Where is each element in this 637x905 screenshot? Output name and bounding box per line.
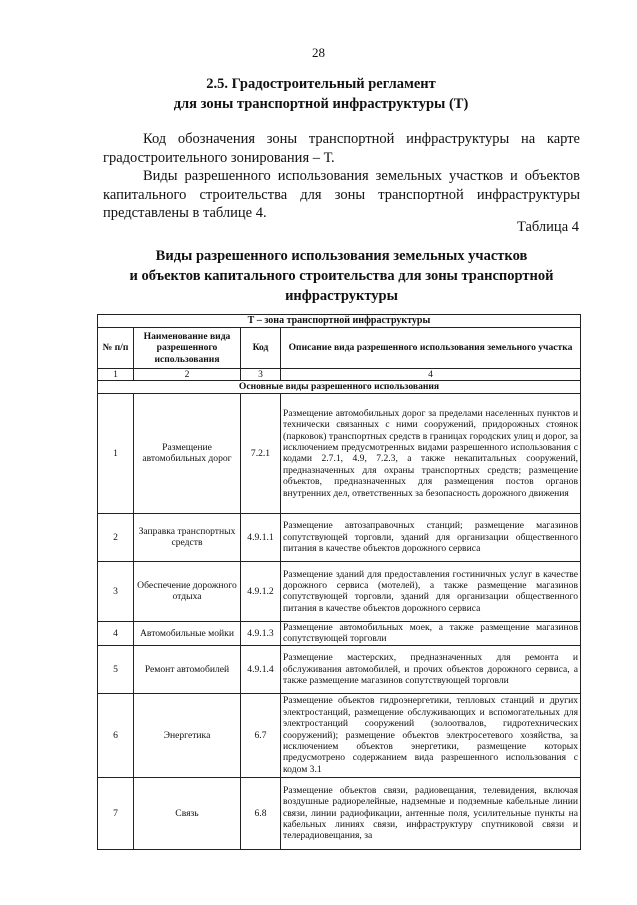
group-title: Основные виды разрешенного использования (98, 381, 581, 393)
row-name: Размещение автомобильных дорог (134, 393, 241, 513)
row-code: 4.9.1.4 (241, 645, 281, 693)
column-number: 1 (98, 369, 134, 381)
row-description: Размещение зданий для предоставления гостиничных услуг в качестве дорожного сервиса (мотелей), а также размещение магазинов сопутствующей торговли, зданий для организации общественного питания в качестве объектов дорожного сервиса (281, 561, 581, 621)
section-title-line-2: для зоны транспортной инфраструктуры (Т) (173, 96, 469, 112)
table-row (98, 561, 581, 621)
table-row (98, 777, 581, 849)
table-label: Таблица 4 (516, 219, 579, 235)
row-code: 7.2.1 (241, 393, 281, 513)
body-text (103, 130, 580, 223)
row-description: Размещение объектов связи, радиовещания, телевидения, включая воздушные радиорелейные, надземные и подземные кабельные линии связи, линии радиофикации, антенные поля, усилительные пункты на кабельных линиях связи, инфраструктуру спутниковой связи и телерадиовещания, за (281, 777, 581, 849)
row-number: 1 (98, 393, 134, 513)
regulation-table (97, 314, 581, 850)
row-number: 5 (98, 645, 134, 693)
zone-header-row (98, 315, 581, 328)
table-title (103, 246, 580, 306)
table-row (98, 645, 581, 693)
section-title-line-1: 2.5. Градостроительный регламент (206, 76, 436, 92)
header-code: Код (241, 328, 281, 369)
row-number: 6 (98, 693, 134, 777)
group-row (98, 381, 581, 393)
table-row (98, 693, 581, 777)
row-name: Заправка транспортных средств (134, 513, 241, 561)
row-name: Обеспечение дорожного отдыха (134, 561, 241, 621)
row-name: Ремонт автомобилей (134, 645, 241, 693)
row-name: Связь (134, 777, 241, 849)
row-number: 3 (98, 561, 134, 621)
paragraph-permitted-uses: Виды разрешенного использования земельных участков и объектов капитального строительства для зоны транспортной инфраструктуры представлены в таблице 4. (103, 168, 580, 221)
table-title-line-2: и объектов капитального строительства для зоны транспортной (129, 268, 554, 284)
row-code: 4.9.1.3 (241, 621, 281, 645)
column-number: 4 (281, 369, 581, 381)
row-code: 6.7 (241, 693, 281, 777)
column-number: 2 (134, 369, 241, 381)
table-row (98, 393, 581, 513)
row-code: 4.9.1.2 (241, 561, 281, 621)
table-row (98, 621, 581, 645)
page-number: 28 (312, 45, 325, 60)
table-title-line-1: Виды разрешенного использования земельных участков (155, 248, 528, 264)
row-description: Размещение автомобильных дорог за пределами населенных пунктов и технически связанных с ними сооружений, придорожных стоянок (парковок) транспортных средств в границах городских улиц и дорог, за исключением предусмотренных видами разрешенного использования с кодами 2.7.1, 4.9, 7.2.3, а также некапитальных сооружений, предназначенных для охраны транспортных средств; размещение объектов, предназначенных для размещения постов органов внутренних дел, ответственных за безопасность дорожного движения (281, 393, 581, 513)
column-number-row (98, 369, 581, 381)
row-name: Автомобильные мойки (134, 621, 241, 645)
row-name: Энергетика (134, 693, 241, 777)
column-number: 3 (241, 369, 281, 381)
row-description: Размещение автомобильных моек, а также размещение магазинов сопутствующей торговли (281, 621, 581, 645)
table-row (98, 513, 581, 561)
row-description: Размещение автозаправочных станций; размещение магазинов сопутствующей торговли, зданий для организации общественного питания в качестве объектов дорожного сервиса (281, 513, 581, 561)
row-description: Размещение мастерских, предназначенных для ремонта и обслуживания автомобилей, и прочих объектов дорожного сервиса, а также размещение магазинов сопутствующей торговли (281, 645, 581, 693)
column-header-row (98, 328, 581, 369)
row-number: 7 (98, 777, 134, 849)
paragraph-zone-code: Код обозначения зоны транспортной инфраструктуры на карте градостроительного зонирования – Т. (103, 131, 580, 166)
table-title-line-3: инфраструктуры (285, 288, 398, 304)
section-title (60, 74, 582, 114)
header-name: Наименование вида разрешенного использования (134, 328, 241, 369)
header-description: Описание вида разрешенного использования земельного участка (281, 328, 581, 369)
row-number: 2 (98, 513, 134, 561)
row-description: Размещение объектов гидроэнергетики, тепловых станций и других электростанций, размещение обслуживающих и вспомогательных для электростанций сооружений (золоотвалов, гидротехнических сооружений); размещение объектов электросетевого хозяйства, за исключением объектов энергетики, размещение которых предусмотрено содержанием вида разрешенного использования с кодом 3.1 (281, 693, 581, 777)
row-code: 4.9.1.1 (241, 513, 281, 561)
row-code: 6.8 (241, 777, 281, 849)
zone-header: Т – зона транспортной инфраструктуры (98, 315, 581, 328)
header-number: № п/п (98, 328, 134, 369)
row-number: 4 (98, 621, 134, 645)
